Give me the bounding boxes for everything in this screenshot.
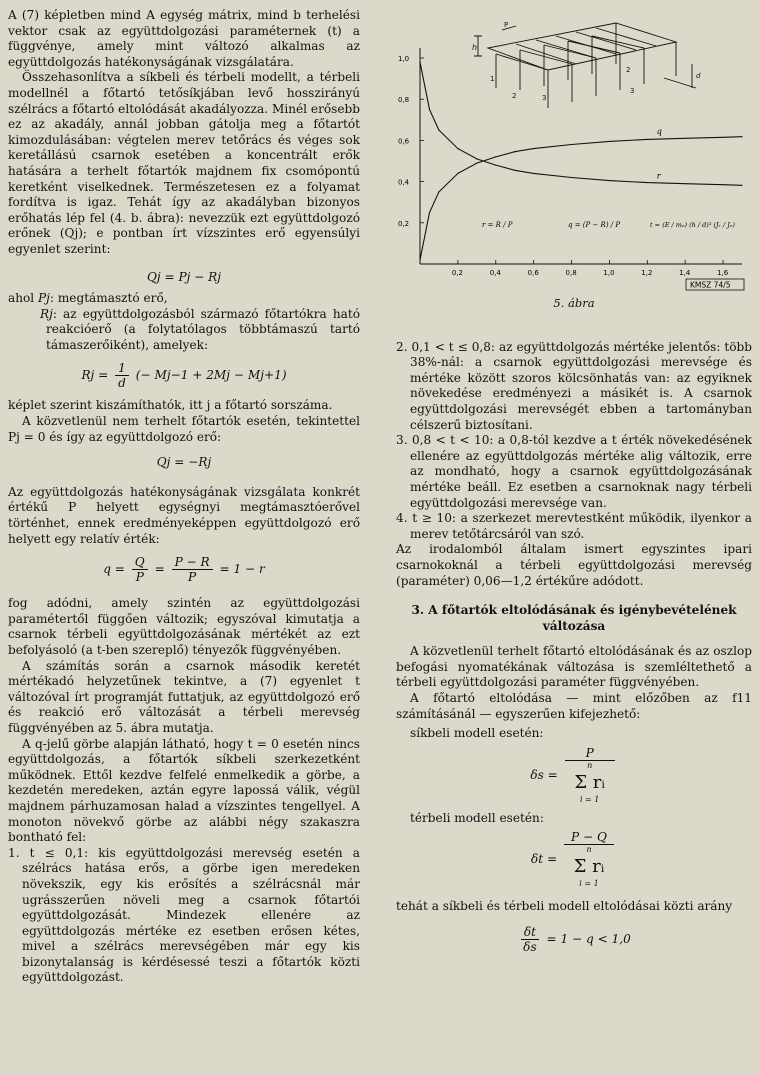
- data-point-q: [609, 141, 610, 142]
- figure-5: [396, 8, 752, 293]
- svg-text:h: h: [472, 43, 478, 52]
- y-tick-label: 1,0: [398, 55, 410, 63]
- paragraph-intro: A (7) képletben mind A egység mátrix, mind b terhelési vektor csak az együttdolgozási paraméternek (t) a függvénye, amely mint változó alkalmas az együttdolgozás hatékonyságának vizsgálatára.: [8, 8, 360, 69]
- data-point-r: [514, 170, 515, 171]
- y-tick-label: 0,6: [398, 137, 410, 146]
- data-point-r: [476, 158, 477, 159]
- data-point-q: [429, 212, 430, 213]
- data-point-q: [457, 173, 458, 174]
- data-point-r: [647, 182, 648, 183]
- data-point-r: [685, 183, 686, 184]
- label-plane-model: síkbeli modell esetén:: [410, 726, 544, 741]
- definition-p: ahol Pj: megtámasztó erő,: [8, 291, 168, 306]
- formula-r: r = R / P: [482, 220, 513, 229]
- paragraph-expression: A főtartó eltolódása — mint előzőben az f11 számításánál — egyszerűen kifejezhető:: [396, 691, 752, 721]
- data-point-r: [495, 165, 496, 166]
- svg-text:d: d: [696, 72, 701, 80]
- data-point-r: [722, 184, 723, 185]
- equation-delta-t: δt = P − Q n Σ rᵢ i = 1: [396, 830, 752, 889]
- paragraph-literature: Az irodalomból általam ismert egyszintes ipari csarnokoknál a térbeli együttdolgozási merevség (paraméter) 0,06—1,2 értékűre adódott.: [396, 542, 752, 588]
- chart-q-r: [396, 8, 752, 293]
- data-point-q: [685, 138, 686, 139]
- paragraph-q-curve: A q-jelű görbe alapján látható, hogy t = 0 esetén nincs együttdolgozás, a főtartók síkbeli szerkezetként működnek. Ettől kezdve felfelé enmelkedik a görbe, a kezdetén meredeken, aztán egyre lapossá válik, végül majdnem párhuzamosan halad a vízszintes tengellyel. A monoton növekvő görbe az alábbi négy szakaszra bontható fel:: [8, 736, 360, 845]
- curve-label-q: q: [656, 127, 662, 137]
- paragraph-unloaded: A közvetlenül nem terhelt főtartók esetén, tekintettel Pj = 0 és így az együttdolgozó erő:: [8, 414, 360, 444]
- equation-q-balance: Qj = Pj − Rj: [146, 269, 222, 284]
- svg-text:1: 1: [490, 75, 495, 83]
- data-point-q: [722, 137, 723, 138]
- equation-delta-s: δs = P n Σ rᵢ i = 1: [396, 746, 752, 805]
- right-column: [396, 8, 752, 964]
- equation-r: Rj = $\frac{1}{d}$ (− Mj−1 + 2Mj − Mj+1): [81, 361, 287, 391]
- chart-plot-area: [419, 62, 742, 261]
- y-tick-label: 0,2: [398, 219, 410, 228]
- equation-q-relative: q = $\frac{Q}{P}$ = $\frac{P - R}{P}$ = 1 − r: [103, 555, 265, 585]
- x-tick-label: 0,6: [527, 269, 539, 277]
- formula-q: q = (P − R) / P: [568, 220, 621, 229]
- formula-t: t = (E / mₑ) (h / d)³ (Jᵣ / Jₑ): [650, 220, 735, 229]
- list-item-1: 1. t ≤ 0,1: kis együttdolgozási merevség esetén a szélrács hatása erős, a görbe igen meredeken növekszik, egy kis erősítés a szélrácsnál már ugrásszerűen növeli meg a csarnok főtartói együttdolgozását. Mindezek ellenére az együttdolgozás mértéke ez esetben erősen kétes, mivel a szélrács merevségében már egy kis bizonytalanság is kérdésessé teszi a főtartók közti együttdolgozást.: [8, 845, 360, 985]
- paragraph-parameter: fog adódni, amely szintén az együttdolgozási paramétertől függően változik; egyszóval kimutatja a csarnok térbeli együttdolgozásának mértékét az ezt befolyásoló (a t-ben szereplő) tényezők függvényében.: [8, 596, 360, 657]
- section-heading: 3. A főtartók eltolódásának és igénybevételének változása: [411, 603, 737, 633]
- x-tick-label: 0,2: [451, 269, 464, 277]
- x-tick-label: 0,4: [489, 269, 501, 277]
- figure-caption: 5. ábra: [553, 296, 595, 310]
- data-point-r: [609, 180, 610, 181]
- data-point-r: [741, 185, 742, 186]
- data-point-r: [571, 177, 572, 178]
- list-item-2: 2. 0,1 < t ≤ 0,8: az együttdolgozás mértéke jelentős: több 38%-nál: a csarnok együttdolgozási merevsége és mértéke között szoros kölcsönhatás van: az egyiknek növekedése eredményezi a másikét is. A csarnok együttdolgozási merevségét ebben a tartományban célszerű biztosítani.: [396, 339, 752, 432]
- svg-text:2: 2: [512, 92, 517, 100]
- y-tick-label: 0,4: [398, 178, 410, 187]
- data-point-q: [741, 136, 742, 137]
- definition-r: Rj: az együttdolgozásból származó főtartókra ható reakcióerő (a folytatólagos többtámaszú tartó támaszerőiként), amelyek:: [40, 306, 360, 352]
- data-point-q: [647, 139, 648, 140]
- data-point-q: [476, 162, 477, 163]
- x-tick-label: 1,0: [603, 269, 615, 277]
- paragraph-comparison: Összehasonlítva a síkbeli és térbeli modellt, a térbeli modellnél a főtartó tetősíkjában levő hosszirányú szélrács a főtartó eltolódását akadályozza. Minél erősebb ez az akadály, annál jobban gátolja meg a főtartót kimozdulásában: végtelen merev tetőrács és véges sok keretállású csarnok esetében a koncentrált erők hatására a terhelt főtartók majdnem fix csomópontú keretként viselkednek. Természetesen ez a folyamat fordítva is igaz. Tehát így az akadályban bizonyos erőhatás lép fel (4. b. ábra): nevezzük ezt együttdolgozó erőnek (Qj); e pontban írt vízszintes erő egyensúlyi egyenlet szerint:: [8, 70, 360, 256]
- x-tick-label: 1,6: [717, 269, 729, 277]
- data-point-r: [457, 148, 458, 149]
- y-tick-label: 0,8: [398, 96, 410, 105]
- x-tick-label: 1,4: [679, 269, 691, 277]
- svg-text:2: 2: [626, 66, 631, 74]
- x-tick-label: 1,2: [641, 269, 653, 277]
- paragraph-computation: A számítás során a csarnok második keretét mértékadó helyzetűnek tekintve, a (7) egyenlet t változóval írt programját futtatjuk, az együttdolgozó erő és reakció erő változását a térbeli merevség függvényében az 5. ábra mutatja.: [8, 658, 360, 735]
- frame-diagram-illustration: [474, 23, 696, 108]
- paragraph-efficiency: Az együttdolgozás hatékonyságának vizsgálata konkrét értékű P helyett egységnyi megtámasztóerővel történhet, ennek eredményeképpen együttdolgozó erő helyett egy relatív érték:: [8, 484, 360, 546]
- data-point-q: [438, 191, 439, 192]
- data-point-r: [419, 62, 420, 63]
- series-line-r: [420, 62, 742, 185]
- x-tick-label: 0,8: [565, 269, 577, 277]
- left-column: [8, 8, 360, 986]
- data-point-r: [438, 130, 439, 131]
- svg-text:3: 3: [630, 87, 635, 95]
- equation-ratio: $\frac{\delta t}{\delta s}$ = 1 − q < 1,0: [396, 925, 752, 954]
- data-point-q: [533, 148, 534, 149]
- svg-text:3: 3: [542, 94, 547, 102]
- series-line-q: [420, 137, 742, 260]
- list-item-3: 3. 0,8 < t < 10: a 0,8-tól kezdve a t érték növekedésének ellenére az együttdolgozás mértéke alig változik, erre az mondható, hogy a csarnok együttdolgozásának mértéke beáll. Ez esetben a csarnoknak nagy térbeli együttdolgozási merevsége van.: [396, 433, 752, 510]
- stamp-label: KMSZ 74/5: [690, 280, 731, 290]
- svg-text:P: P: [504, 21, 509, 29]
- chart-axes: [398, 48, 742, 277]
- paragraph-ratio: tehát a síkbeli és térbeli modell eltolódásai közti arány: [396, 899, 733, 914]
- data-point-r: [533, 173, 534, 174]
- data-point-q: [514, 151, 515, 152]
- list-item-4: 4. t ≥ 10: a szerkezet merevtestként működik, ilyenkor a merev tetőtárcsáról van szó.: [396, 511, 752, 541]
- data-point-q: [495, 156, 496, 157]
- paragraph-calc: képlet szerint kiszámíthatók, itt j a főtartó sorszáma.: [8, 398, 333, 413]
- equation-q-neg: Qj = −Rj: [156, 455, 212, 470]
- data-point-q: [571, 144, 572, 145]
- paragraph-displacement: A közvetlenül terhelt főtartó eltolódásának és az oszlop befogási nyomatékának változása is szemléltethető a térbeli együttdolgozási paraméter függvényében.: [396, 644, 752, 690]
- label-space-model: térbeli modell esetén:: [410, 810, 544, 825]
- data-point-r: [429, 109, 430, 110]
- data-point-q: [419, 259, 420, 260]
- curve-label-r: r: [656, 171, 661, 181]
